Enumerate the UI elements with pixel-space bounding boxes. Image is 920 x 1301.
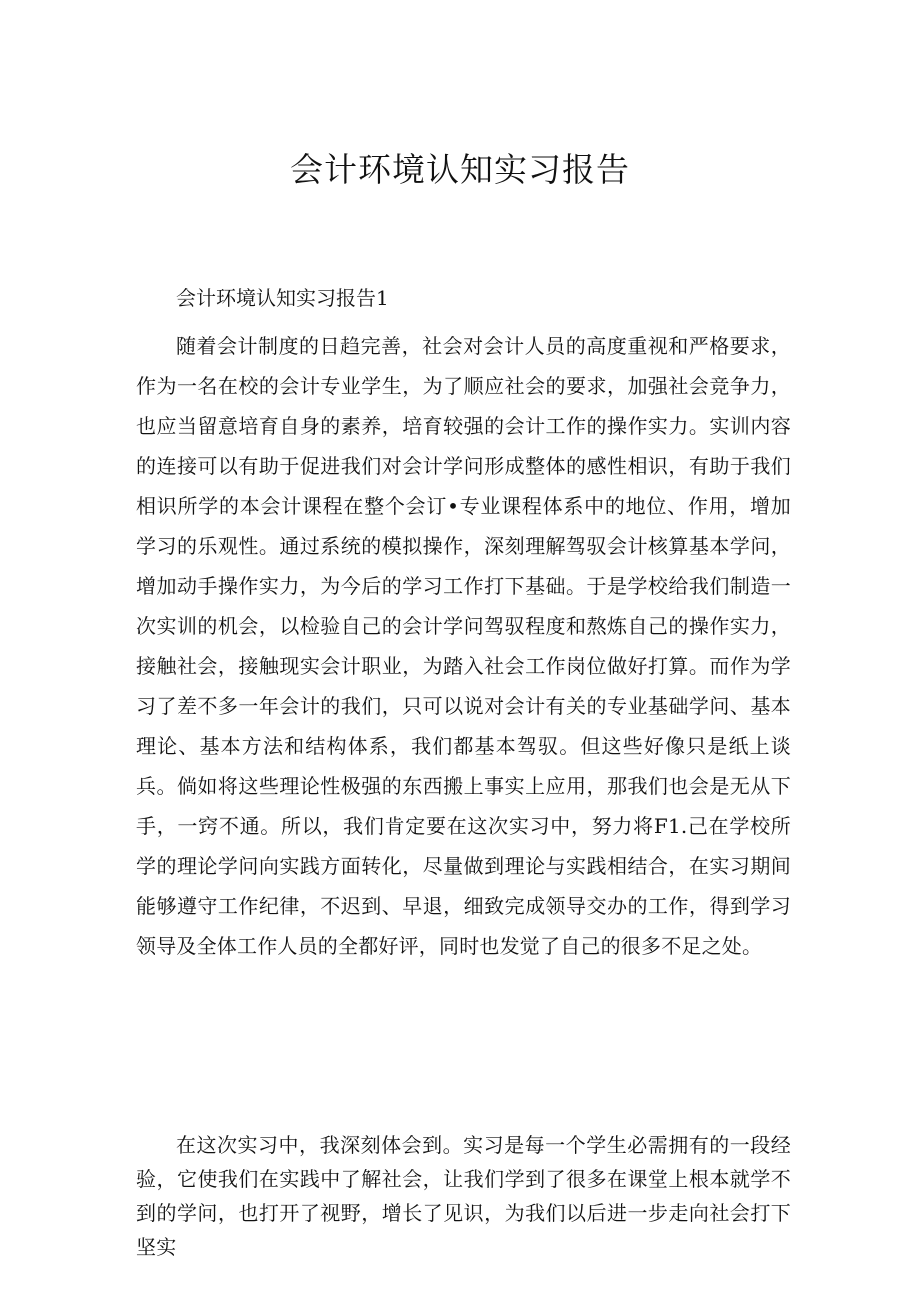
document-title: 会计环境认知实习报告 <box>290 150 630 189</box>
body-paragraph-1: 随着会计制度的日趋完善，社会对会计人员的高度重视和严格要求，作为一名在校的会计专业学生，为了顺应社会的要求，加强社会竞争力，也应当留意培育自身的素养，培育较强的会计工作的操作实力。实训内容的连接可以有助于促进我们对会计学问形成整体的感性相识，有助于我们相识所学的本会计课程在整个会订•专业课程体系中的地位、作用，增加学习的乐观性。通过系统的模拟操作，深刻理解驾驭会计核算基本学问，增加动手操作实力，为今后的学习工作打下基础。于是学校给我们制造一次实训的机会，以检验自己的会计学问驾驭程度和熬炼自己的操作实力，接触社会，接触现实会计职业，为踏入社会工作岗位做好打算。而作为学习了差不多一年会计的我们，只可以说对会计有关的专业基础学问、基本理论、基本方法和结构体系，我们都基本驾驭。但这些好像只是纸上谈兵。倘如将这些理论性极强的东西搬上事实上应用，那我们也会是无从下手，一窍不通。所以，我们肯定要在这次实习中，努力将F1.己在学校所学的理论学问向实践方面转化，尽量做到理论与实践相结合，在实习期间能够遵守工作纪律，不迟到、早退，细致完成领导交办的工作，得到学习领导及全体工作人员的全都好评，同时也发觉了自己的很多不足之处。 <box>136 334 791 958</box>
body-paragraph-2: 在这次实习中，我深刻体会到。实习是每一个学生必需拥有的一段经验，它使我们在实践中了解社会，让我们学到了很多在课堂上根本就学不到的学问，也打开了视野，增长了见识，为我们以后进一步走向社会打下坚实 <box>136 1133 791 1259</box>
section-heading: 会计环境认知实习报告1 <box>176 286 389 310</box>
